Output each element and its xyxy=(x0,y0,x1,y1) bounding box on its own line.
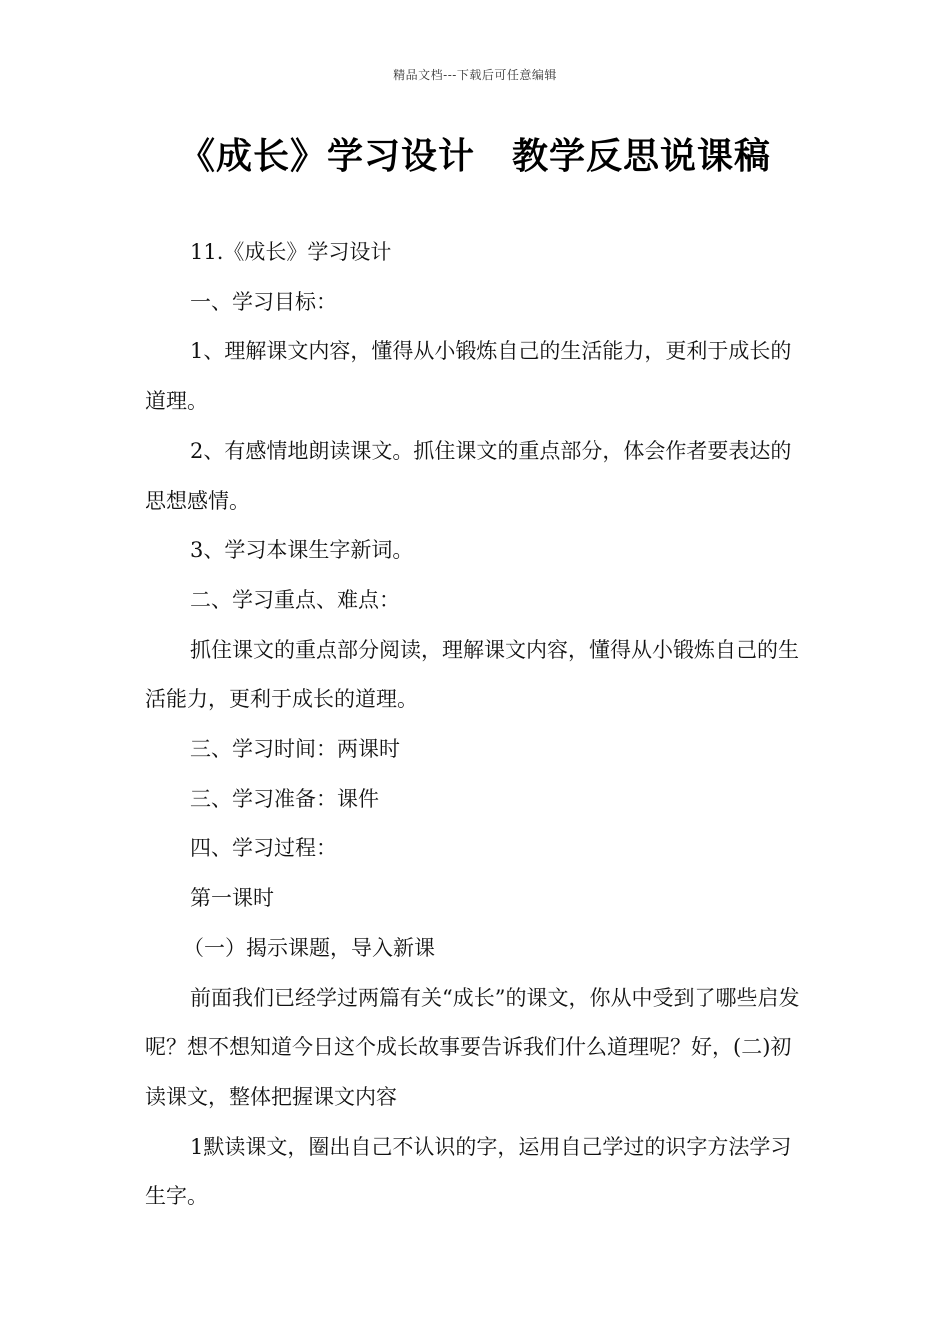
paragraph-step-1: （一）揭示课题，导入新课 xyxy=(183,935,435,960)
paragraph-first-lesson: 第一课时 xyxy=(190,886,274,911)
document-title: 《成长》学习设计 教学反思说课稿 xyxy=(178,136,771,177)
paragraph-section-keypoints: 二、学习重点、难点： xyxy=(190,587,400,612)
paragraph-section-process: 四、学习过程： xyxy=(190,836,337,861)
paragraph-reading-task: 1默读课文，圈出自己不认识的字，运用自己学过的识字方法学习生字。 xyxy=(145,1134,792,1209)
paragraph-goal-3: 3、学习本课生字新词。 xyxy=(190,538,414,563)
paragraph-lesson-heading: 11.《成长》学习设计 xyxy=(190,240,392,264)
header-note: 精品文档---下载后可任意编辑 xyxy=(393,68,557,82)
paragraph-section-goals: 一、学习目标： xyxy=(190,289,337,314)
paragraph-section-time: 三、学习时间：两课时 xyxy=(190,737,400,762)
paragraph-section-preparation: 三、学习准备：课件 xyxy=(190,786,379,811)
paragraph-goal-1: 1、理解课文内容，懂得从小锻炼自己的生活能力，更利于成长的道理。 xyxy=(145,339,792,414)
document-body xyxy=(145,228,809,1222)
paragraph-keypoints-text: 抓住课文的重点部分阅读，理解课文内容，懂得从小锻炼自己的生活能力，更利于成长的道理。 xyxy=(145,637,799,712)
paragraph-intro-text: 前面我们已经学过两篇有关“成长”的课文，你从中受到了哪些启发呢？想不想知道今日这个成长故事要告诉我们什么道理呢？好，(二)初读课文，整体把握课文内容 xyxy=(145,985,800,1109)
paragraph-goal-2: 2、有感情地朗读课文。抓住课文的重点部分，体会作者要表达的思想感情。 xyxy=(145,438,792,513)
